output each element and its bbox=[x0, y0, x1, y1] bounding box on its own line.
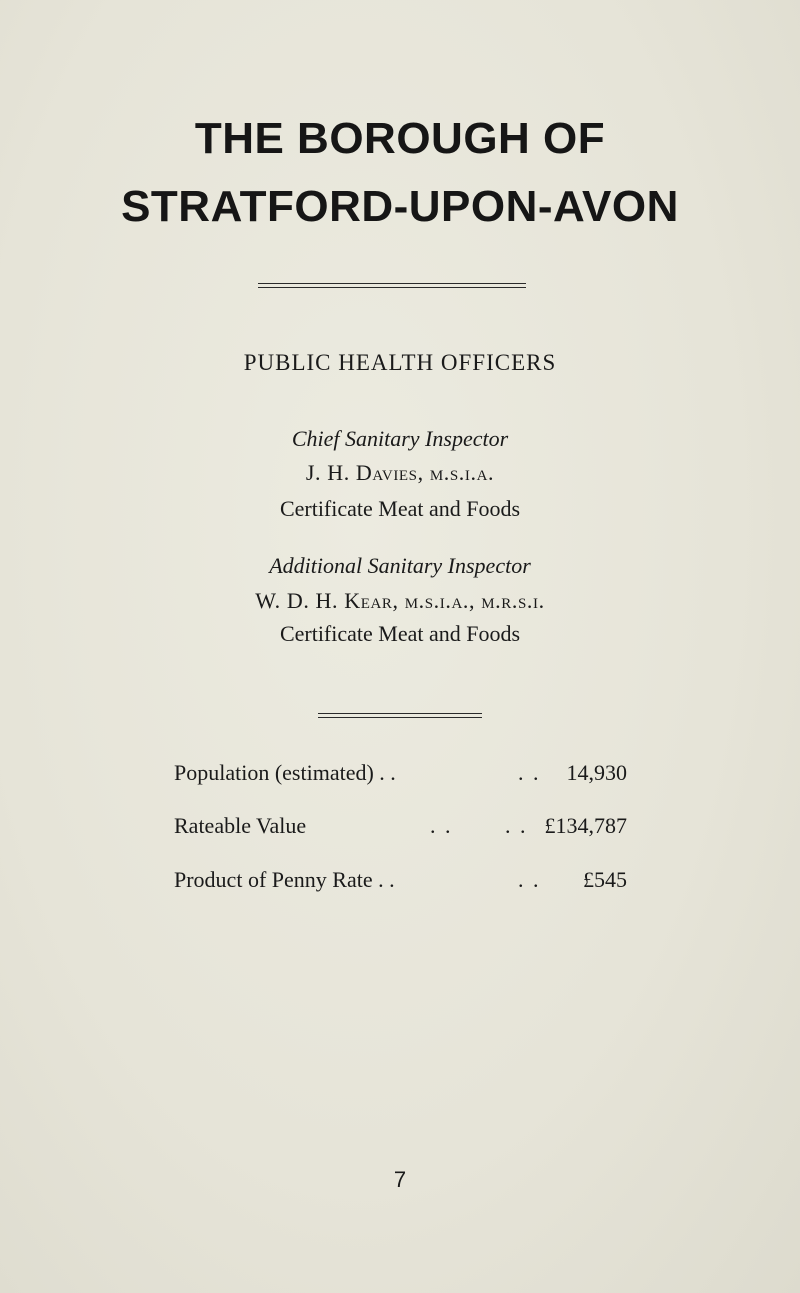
dot-leader: . . bbox=[518, 867, 541, 892]
dot-leader: . . . . bbox=[430, 813, 528, 838]
statistic-row-penny-rate bbox=[0, 867, 800, 897]
statistic-row-rateable-value bbox=[0, 813, 800, 843]
officer-role: Chief Sanitary Inspector bbox=[291, 426, 509, 451]
officer-role: Additional Sanitary Inspector bbox=[269, 553, 531, 578]
dot-leader: . . bbox=[518, 760, 541, 785]
statistic-label: Population (estimated) . . bbox=[174, 760, 396, 785]
double-rule-divider bbox=[258, 283, 526, 288]
double-rule-divider bbox=[318, 713, 482, 718]
title-line-1: THE BOROUGH OF bbox=[194, 114, 606, 163]
statistic-row-population bbox=[0, 760, 800, 790]
officer-name: W. D. H. Kear, m.s.i.a., m.r.s.i. bbox=[255, 588, 545, 613]
statistic-label: Product of Penny Rate . . bbox=[174, 867, 395, 892]
officer-certificate: Certificate Meat and Foods bbox=[279, 621, 521, 646]
section-heading: PUBLIC HEALTH OFFICERS bbox=[243, 350, 557, 375]
officer-certificate: Certificate Meat and Foods bbox=[279, 496, 521, 521]
officer-name: J. H. Davies, m.s.i.a. bbox=[305, 460, 495, 485]
title-line-2: STRATFORD-UPON-AVON bbox=[121, 182, 679, 231]
statistic-value: £134,787 bbox=[544, 813, 627, 838]
statistic-value: £545 bbox=[583, 867, 627, 892]
statistic-label: Rateable Value bbox=[174, 813, 307, 838]
page-number: 7 bbox=[393, 1167, 407, 1192]
statistic-value: 14,930 bbox=[566, 760, 627, 785]
